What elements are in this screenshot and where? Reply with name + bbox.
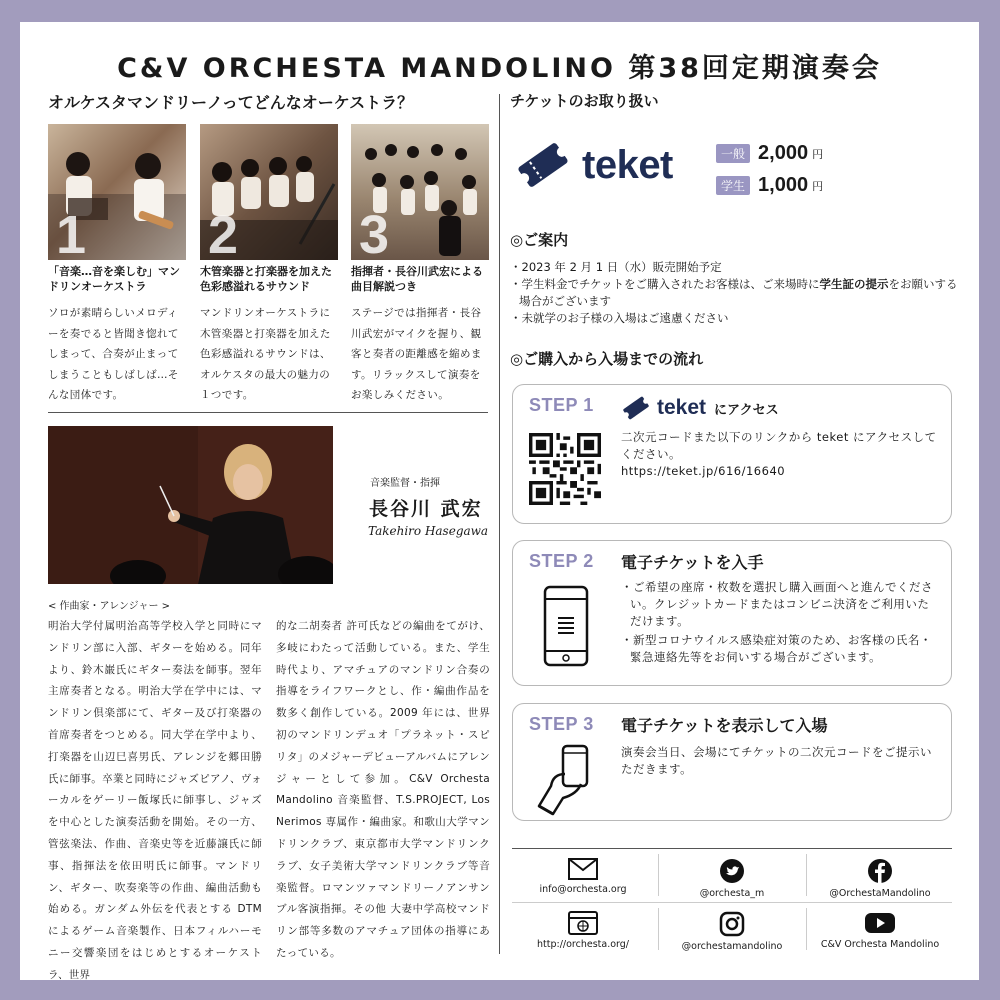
step-3-title: 電子チケットを表示して入場 <box>621 716 828 735</box>
step-1-title <box>621 394 779 422</box>
feature-photo-1 <box>48 124 186 260</box>
contact-instagram[interactable] <box>659 911 805 952</box>
guide-heading: ◎ご案内 <box>510 231 569 249</box>
orchestra-intro-heading: オルケスタマンドリーノってどんなオーケストラ？ <box>48 93 414 112</box>
feature-number-2: 2 <box>208 205 239 260</box>
contact-twitter-text: @orchesta_m <box>699 888 765 899</box>
step-2-label: STEP 2 <box>529 551 594 571</box>
step-1-description: 二次元コードまた以下のリンクから teket にアクセスしてください。 <box>621 430 937 461</box>
youtube-icon <box>864 911 896 935</box>
step-3-box <box>512 703 952 821</box>
flyer-page <box>20 22 979 980</box>
feature-photo-3 <box>351 124 489 260</box>
feature-title-3: 指揮者・長谷川武宏による曲目解説つき <box>351 265 483 293</box>
feature-title-2: 木管楽器と打楽器を加えた色彩感溢れるサウンド <box>200 265 332 293</box>
facebook-icon <box>867 858 893 884</box>
step-1-label: STEP 1 <box>529 395 594 415</box>
feature-body-3: ステージでは指揮者・長谷川武宏がマイクを握り、観客と奏者の距離感を縮めます。リラックスして演奏をお楽しみください。 <box>351 307 482 401</box>
step-3-label: STEP 3 <box>529 714 594 734</box>
section-divider <box>48 412 488 413</box>
price-student-value: 1,000 <box>758 174 809 196</box>
ticket-heading: チケットのお取り扱い <box>510 92 659 110</box>
mail-icon <box>568 858 598 880</box>
step-1-url[interactable]: https://teket.jp/616/16640 <box>621 464 786 478</box>
step-1-box <box>512 384 952 524</box>
step-2-title: 電子チケットを入手 <box>621 553 764 572</box>
step-2-text <box>621 579 941 666</box>
price-general <box>716 142 823 165</box>
price-general-unit: 円 <box>812 147 824 161</box>
price-student-unit: 円 <box>812 179 824 193</box>
conductor-role: 音楽監督・指揮 <box>370 478 440 489</box>
page-title: C&V ORCHESTA MANDOLINO 第38回定期演奏会 <box>117 53 882 84</box>
teket-logo <box>514 139 673 191</box>
guide-item-2-tail: をお願いする場合がございます <box>519 277 958 308</box>
guide-item-2-bold: 学生証の提示 <box>819 277 889 291</box>
feature-body-1: ソロが素晴らしいメロディーを奏でると皆聞き惚れてしまって、合奏が止まってしまうこともしばしば…そんな団体です。 <box>48 307 179 401</box>
step-1-brand: teket <box>657 396 707 419</box>
bio-text-right: 的な二胡奏者 許可氏などの編曲をてがけ、多岐にわたって活動している。また、学生時代より、アマチュアのマンドリン合奏の指導をライフワークとし、作・編曲作品を数多く創作している。2009 年には、世界初のマンドリンデュオ「プラネット・スピリタ」のメジャーデビューアルバムにアレンジャーとして参加。C&V Orchesta Mandolino 音楽監督、T.S.PROJECT, Los Nerimos 専属作・編曲家。和歌山大学マンドリンクラブ、東京都市大学マンドリンクラブ、女子美術大学マンドリンクラブ等音楽監督。ロマンツァマンドリーノアンサンブル客演指揮。その他 大妻中学高校マンドリン部等多数のアマチュア団体の指導にあたっている。 <box>276 620 490 959</box>
price-general-value: 2,000 <box>758 142 809 164</box>
step-1-text <box>621 429 941 480</box>
conductor-name: 長谷川 武宏 <box>369 498 483 520</box>
feature-1 <box>48 124 186 406</box>
guide-list <box>510 259 960 327</box>
contact-divider-top <box>512 848 952 849</box>
contact-divider-middle <box>512 902 952 903</box>
contact-youtube-text: C&V Orchesta Mandolino <box>820 939 940 950</box>
contact-facebook-text: @OrchestaMandolino <box>829 888 931 899</box>
contact-twitter[interactable] <box>659 858 805 899</box>
guide-item-3: ・未就学のお子様の入場はご遠慮ください <box>510 311 729 325</box>
web-icon <box>568 911 598 935</box>
bio-heading: < 作曲家・アレンジャー > <box>48 601 171 612</box>
twitter-icon <box>719 858 745 884</box>
contact-facebook[interactable] <box>807 858 953 899</box>
contact-email[interactable] <box>510 858 656 895</box>
contact-website[interactable] <box>510 911 656 950</box>
qr-code-icon[interactable] <box>529 433 601 505</box>
instagram-icon <box>719 911 745 937</box>
feature-3 <box>351 124 489 406</box>
contact-email-text: info@orchesta.org <box>539 884 627 895</box>
ticket-icon <box>621 394 651 422</box>
step-1-suffix: にアクセス <box>714 402 779 418</box>
ticket-icon <box>514 139 572 191</box>
contact-youtube[interactable] <box>807 911 953 950</box>
feature-title-1: 「音楽…音を楽しむ」マンドリンオーケストラ <box>48 265 180 293</box>
step-2-item-2: ・新型コロナウイルス感染症対策のため、お客様の氏名・緊急連絡先等をお伺いする場合がございます。 <box>621 633 932 664</box>
price-student <box>716 174 823 197</box>
step-3-text: 演奏会当日、会場にてチケットの二次元コードをご提示いただきます。 <box>621 745 932 776</box>
column-divider <box>499 94 500 954</box>
feature-number-1: 1 <box>56 205 87 260</box>
guide-item-2 <box>510 276 960 310</box>
conductor-name-en: Takehiro Hasegawa <box>368 524 489 538</box>
feature-number-3: 3 <box>359 205 390 260</box>
contact-website-text: http://orchesta.org/ <box>537 939 629 950</box>
price-student-label: 学生 <box>716 176 750 195</box>
feature-body-2: マンドリンオーケストラに木管楽器と打楽器を加えた色彩感溢れるサウンドは、オルケスタの最大の魅力の１つです。 <box>200 307 331 401</box>
flow-heading: ◎ご購入から入場までの流れ <box>510 350 704 368</box>
bio-text-left: 明治大学付属明治高等学校入学と同時にマンドリン部に入部、ギターを始める。同年より、鈴木巌氏にギター奏法を師事。翌年主席奏者となる。明治大学在学中には、マンドリン倶楽部にて、ギター及び打楽器の首席奏者をつとめる。同大学在学中より、打楽器を山辺巳喜男氏、アレンジを郷田勝氏に師事。卒業と同時にジャズピアノ、ヴォーカルをゲーリー飯塚氏に師事し、ジャズを中心とした演奏活動を開始。その一方、管弦楽法、作曲、音楽史等を近藤譲氏に師事、指揮法を依田明氏に師事。マンドリン、ギター、吹奏楽等の作曲、編曲活動も始める。ガンダム外伝を代表とする DTM によるゲーム音楽製作、日本フィルハーモニー交響楽団をはじめとするオーケストラ、世界 <box>48 620 262 981</box>
guide-item-1: ・2023 年 2 月 1 日（水）販売開始予定 <box>510 260 722 274</box>
price-general-label: 一般 <box>716 144 750 163</box>
hand-phone-icon <box>535 744 601 816</box>
step-2-item-1: ・ご希望の座席・枚数を選択し購入画面へと進んでください。クレジットカードまたはコンビニ決済をご利用いただけます。 <box>621 580 933 628</box>
feature-photo-2 <box>200 124 338 260</box>
smartphone-icon <box>543 585 589 667</box>
contact-instagram-text: @orchestamandolino <box>681 941 783 952</box>
teket-brand: teket <box>582 142 673 187</box>
step-2-box <box>512 540 952 686</box>
feature-2 <box>200 124 338 406</box>
conductor-photo <box>48 426 333 584</box>
guide-item-2-text: ・学生料金でチケットをご購入されたお客様は、ご来場時に <box>510 277 820 291</box>
